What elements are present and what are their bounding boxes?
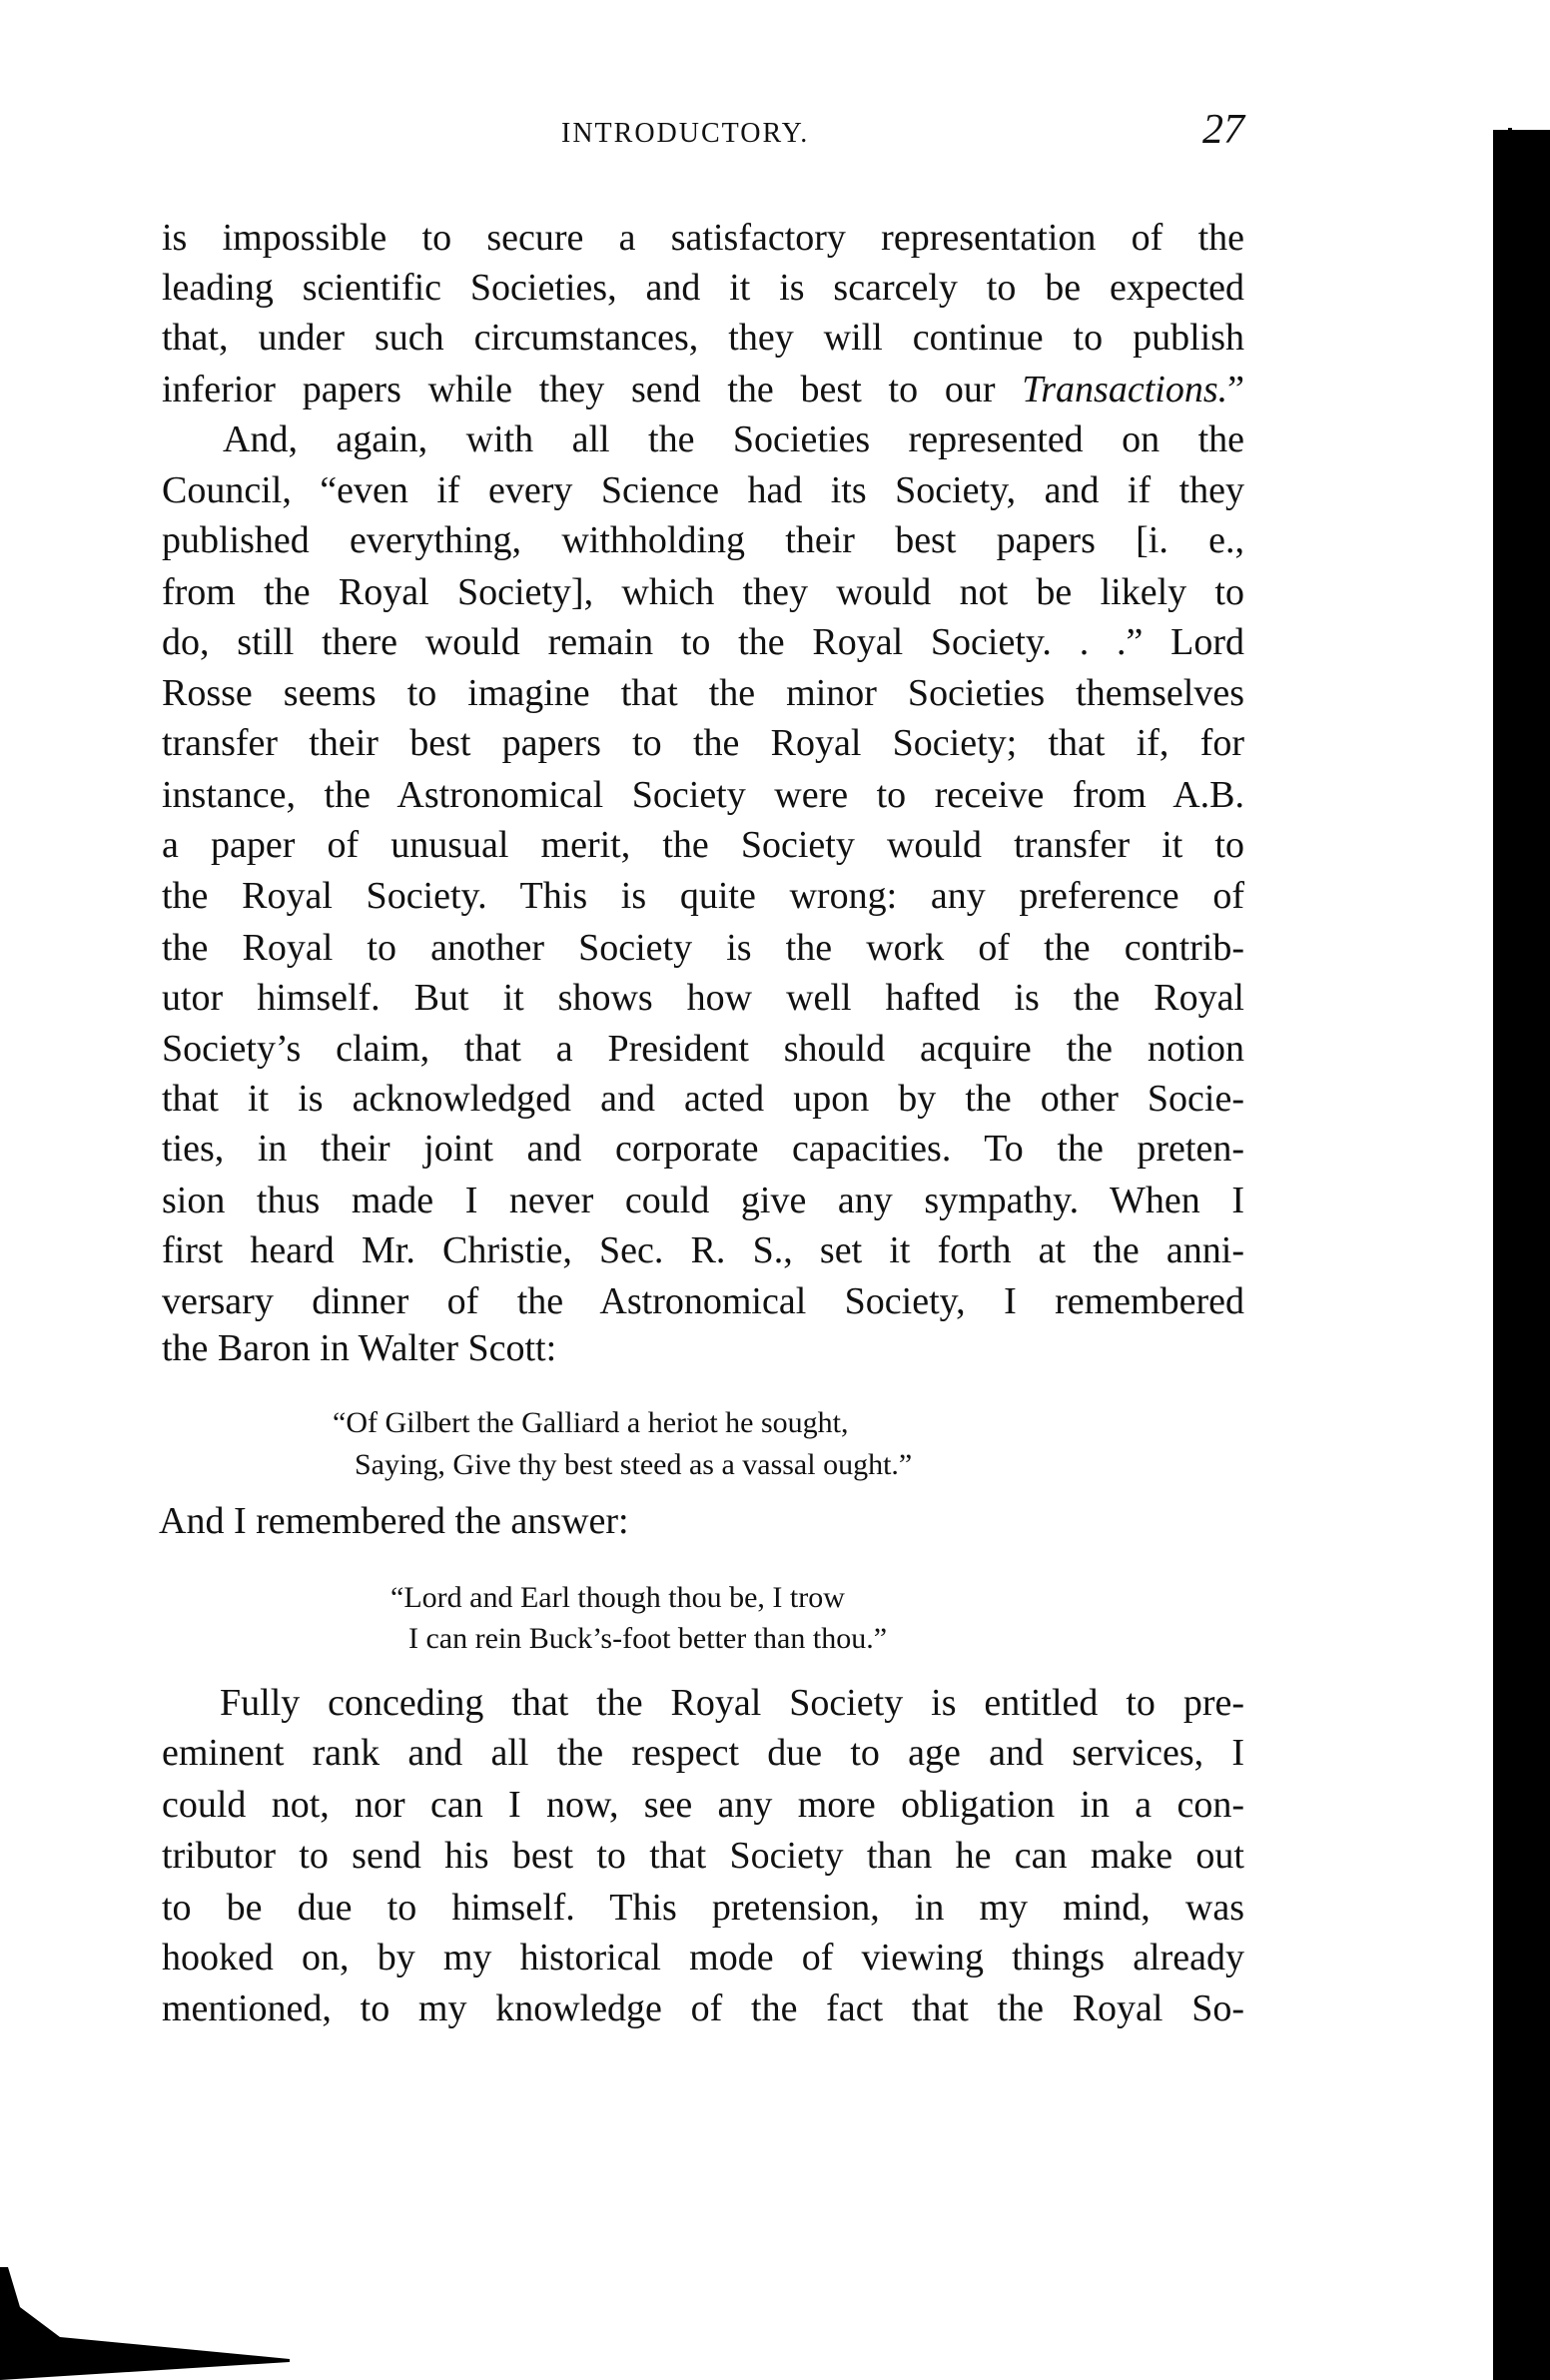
- text-run: Fully conceding that the Royal Society is entitled to pre-: [220, 1682, 1244, 1724]
- text-line: [162, 1275, 1244, 1327]
- page-number: 27: [1202, 107, 1244, 153]
- text-line: [162, 312, 1244, 364]
- text-line: [162, 1932, 1244, 1983]
- text-line: [162, 514, 1244, 566]
- text-run: Council, “even if every Science had its Society, and if they: [162, 469, 1244, 511]
- text-run: I can rein Buck’s-foot better than thou.”: [408, 1622, 888, 1655]
- text-line: [162, 769, 1244, 821]
- text-run: leading scientific Societies, and it is scarcely to be expected: [162, 267, 1244, 309]
- text-line: [223, 413, 1244, 465]
- scan-edge-shadow: [1493, 130, 1550, 2380]
- text-line: [220, 1677, 1244, 1729]
- text-run: “Lord and Earl though thou be, I trow: [390, 1581, 845, 1614]
- text-run: the Royal to another Society is the work of the contrib-: [162, 927, 1244, 969]
- text-run: inferior papers while they send the best to our: [162, 369, 1023, 410]
- text-line: [162, 1830, 1244, 1882]
- text-line: [162, 566, 1244, 618]
- text-run: do, still there would remain to the Royal Society. . .” Lord: [162, 621, 1244, 663]
- text-run: that, under such circumstances, they will continue to publish: [162, 317, 1244, 359]
- text-run: And, again, with all the Societies represented on the: [223, 418, 1244, 460]
- text-line: [162, 870, 1244, 922]
- text-line: [162, 1073, 1244, 1125]
- text-line: [162, 212, 1244, 264]
- text-line: [162, 1123, 1244, 1175]
- text-run: hooked on, by my historical mode of viewing things already: [162, 1937, 1244, 1979]
- text-line: [162, 464, 1244, 516]
- text-line: [162, 1779, 1244, 1831]
- text-run: ”: [1227, 369, 1244, 410]
- running-title: INTRODUCTORY.: [561, 118, 810, 149]
- text-run: versary dinner of the Astronomical Society, I remembered: [162, 1280, 1244, 1322]
- text-run: tributor to send his best to that Society than he can make out: [162, 1835, 1244, 1877]
- text-line: [162, 717, 1244, 769]
- text-run: published everything, withholding their best papers [i. e.,: [162, 519, 1244, 561]
- text-run: Rosse seems to imagine that the minor Societies themselves: [162, 672, 1244, 714]
- text-run: transfer their best papers to the Royal Society; that if, for: [162, 722, 1244, 764]
- text-run: could not, nor can I now, see any more obligation in a con-: [162, 1784, 1244, 1826]
- text-run: the Baron in Walter Scott:: [162, 1327, 557, 1369]
- text-line: [162, 972, 1244, 1024]
- italic-title: Transactions.: [1022, 369, 1228, 410]
- text-line: [162, 262, 1244, 314]
- text-run: to be due to himself. This pretension, in my mind, was: [162, 1887, 1244, 1929]
- text-run: Society’s claim, that a President should acquire the notion: [162, 1028, 1244, 1070]
- verse-line: [408, 1613, 887, 1665]
- text-run: utor himself. But it shows how well hafted is the Royal: [162, 977, 1244, 1019]
- text-line: [162, 1983, 1244, 2034]
- text-line: [162, 667, 1244, 719]
- text-line: [162, 1023, 1244, 1075]
- text-line: [162, 922, 1244, 974]
- text-run: “Of Gilbert the Galliard a heriot he sought,: [333, 1406, 849, 1439]
- text-run: from the Royal Society], which they would not be likely to: [162, 571, 1244, 613]
- text-run: And I remembered the answer:: [159, 1500, 629, 1542]
- scan-corner-artifact: [0, 2267, 300, 2380]
- text-run: ties, in their joint and corporate capacities. To the preten-: [162, 1128, 1244, 1170]
- text-line: [159, 1495, 629, 1547]
- text-line: [162, 819, 1244, 871]
- text-line: [162, 1322, 556, 1374]
- text-line: [162, 1175, 1244, 1226]
- text-run: that it is acknowledged and acted upon by the other Socie-: [162, 1078, 1244, 1120]
- text-run: first heard Mr. Christie, Sec. R. S., set it forth at the anni-: [162, 1229, 1244, 1271]
- text-line: [162, 1727, 1244, 1779]
- verse-line: [355, 1439, 912, 1491]
- text-run: the Royal Society. This is quite wrong: any preference of: [162, 875, 1244, 917]
- text-run: eminent rank and all the respect due to age and services, I: [162, 1732, 1244, 1774]
- text-run: a paper of unusual merit, the Society would transfer it to: [162, 824, 1244, 866]
- text-line: [162, 616, 1244, 668]
- text-line: [162, 364, 1244, 415]
- text-run: instance, the Astronomical Society were to receive from A.B.: [162, 774, 1244, 816]
- text-line: [162, 1224, 1244, 1276]
- text-run: sion thus made I never could give any sympathy. When I: [162, 1180, 1244, 1221]
- text-run: Saying, Give thy best steed as a vassal ought.”: [355, 1448, 913, 1481]
- text-line: [162, 1882, 1244, 1934]
- text-run: is impossible to secure a satisfactory representation of the: [162, 217, 1244, 259]
- text-run: mentioned, to my knowledge of the fact that the Royal So-: [162, 1987, 1244, 2029]
